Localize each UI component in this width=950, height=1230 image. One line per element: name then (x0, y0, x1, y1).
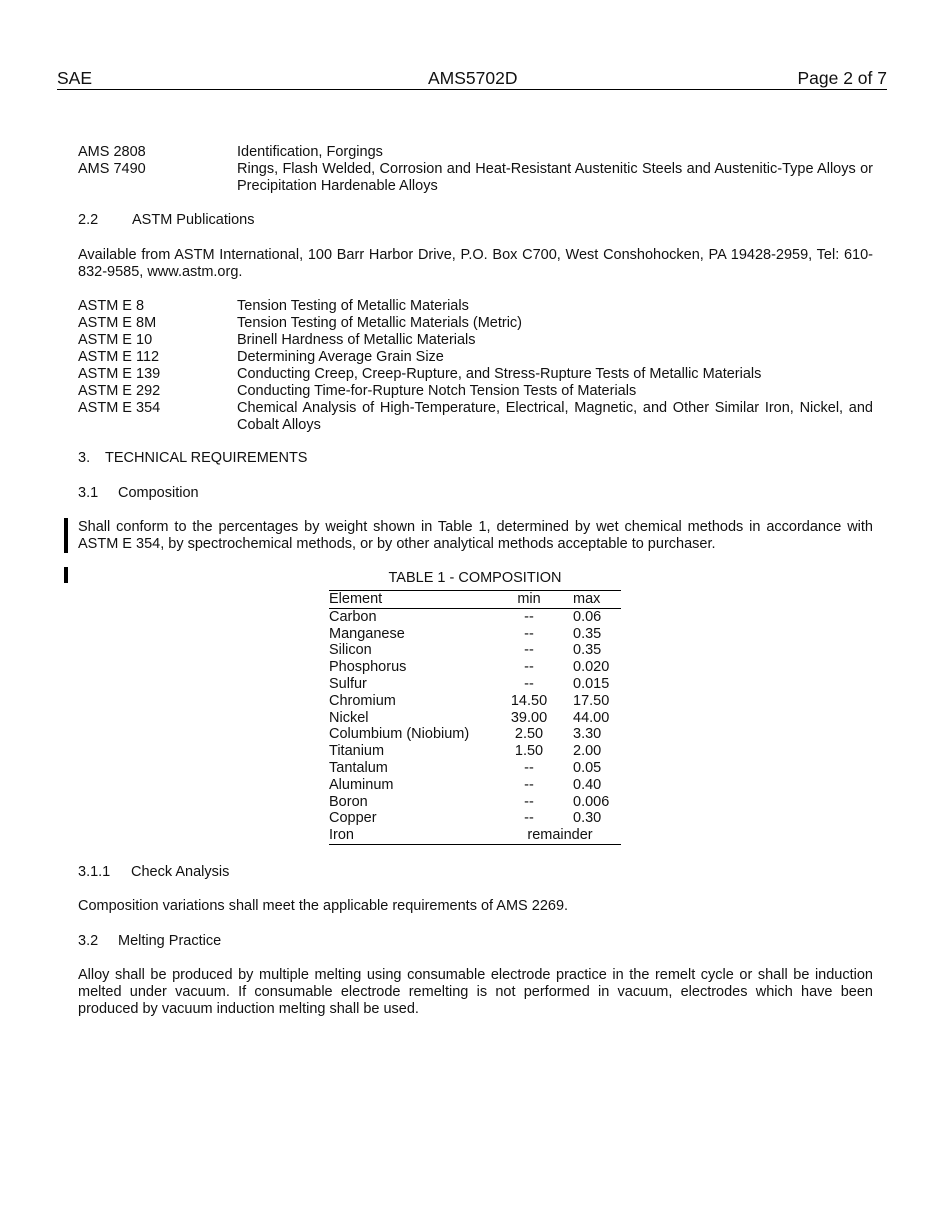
reference-title: Chemical Analysis of High-Temperature, Electrical, Magnetic, and Other Similar Iron, Nickel, and Cobalt Alloys (237, 400, 873, 433)
element-cell: Silicon (329, 642, 372, 659)
table-row (329, 693, 621, 710)
table-row (329, 827, 621, 844)
table-caption: TABLE 1 - COMPOSITION (388, 570, 562, 586)
reference-title: Conducting Time-for-Rupture Notch Tension Tests of Materials (237, 383, 637, 399)
header-page-number: Page 2 of 7 (797, 68, 887, 88)
section-2-2-heading (78, 212, 255, 229)
reference-title: Brinell Hardness of Metallic Materials (237, 332, 476, 348)
section-title: ASTM Publications (132, 212, 255, 228)
column-header-element: Element (329, 591, 499, 609)
min-cell: -- (524, 793, 534, 810)
table-row (329, 810, 621, 827)
element-cell: Boron (329, 793, 368, 810)
astm-availability-text: Available from ASTM International, 100 Barr Harbor Drive, P.O. Box C700, West Conshohocken, PA 19428-2959, Tel: 610-832-9585, www.astm.org. (78, 247, 873, 280)
reference-code: ASTM E 8M (78, 315, 157, 331)
ams-reference-list (78, 144, 873, 195)
min-cell: -- (524, 675, 534, 692)
min-cell: -- (524, 608, 534, 625)
reference-row (78, 161, 873, 195)
check-analysis-text: Composition variations shall meet the applicable requirements of AMS 2269. (78, 898, 569, 914)
table-row (329, 743, 621, 760)
max-cell: 0.020 (573, 659, 610, 676)
revision-change-bar (64, 567, 68, 583)
min-cell: -- (524, 776, 534, 793)
min-cell: -- (524, 642, 534, 659)
reference-row (78, 144, 873, 161)
reference-row (78, 332, 873, 349)
max-cell: 0.05 (573, 759, 602, 776)
section-3-2-heading (78, 933, 221, 950)
max-cell: 0.35 (573, 642, 602, 659)
reference-row (78, 366, 873, 383)
max-cell: 0.30 (573, 810, 602, 827)
min-cell: 1.50 (514, 743, 544, 760)
min-cell: 2.50 (514, 726, 544, 743)
table-row (329, 626, 621, 643)
section-number: 2.2 (78, 212, 99, 228)
header-doc-number: AMS5702D (428, 68, 518, 88)
remainder-cell: remainder (527, 827, 593, 844)
header-org: SAE (57, 68, 93, 88)
element-cell: Phosphorus (329, 659, 407, 676)
max-cell: 0.006 (573, 793, 610, 810)
max-cell: 0.06 (573, 608, 602, 625)
element-cell: Copper (329, 810, 377, 827)
section-number: 3.2 (78, 933, 99, 949)
reference-title: Determining Average Grain Size (237, 349, 444, 365)
element-cell: Tantalum (329, 759, 388, 776)
table-row (329, 710, 621, 727)
section-title: Composition (118, 485, 199, 501)
section-3-1-heading (78, 485, 199, 502)
element-cell: Nickel (329, 709, 369, 726)
melting-practice-text: Alloy shall be produced by multiple melting using consumable electrode practice in the remelt cycle or shall be induction melted under vacuum. If consumable electrode remelting is not performed in vacuum, electrodes which have been produced by vacuum induction melting shall be used. (78, 967, 873, 1017)
element-cell: Columbium (Niobium) (329, 726, 470, 743)
reference-row (78, 349, 873, 366)
reference-code: ASTM E 10 (78, 332, 153, 348)
reference-code: AMS 7490 (78, 161, 146, 177)
table-row (329, 676, 621, 693)
reference-code: ASTM E 354 (78, 400, 161, 416)
element-cell: Aluminum (329, 776, 394, 793)
section-number: 3.1.1 (78, 864, 111, 880)
table-row (329, 760, 621, 777)
reference-row (78, 315, 873, 332)
max-cell: 17.50 (573, 692, 610, 709)
min-cell: -- (524, 810, 534, 827)
section-title: TECHNICAL REQUIREMENTS (105, 450, 308, 466)
reference-code: AMS 2808 (78, 144, 146, 160)
max-cell: 0.015 (573, 675, 610, 692)
composition-table (329, 590, 621, 845)
reference-code: ASTM E 112 (78, 349, 160, 365)
min-cell: 14.50 (510, 692, 548, 709)
reference-code: ASTM E 292 (78, 383, 161, 399)
reference-title: Identification, Forgings (237, 144, 383, 160)
composition-text: Shall conform to the percentages by weight shown in Table 1, determined by wet chemical methods in accordance with ASTM E 354, by spectrochemical methods, or by other analytical methods acceptable to purchaser. (78, 519, 873, 552)
reference-code: ASTM E 8 (78, 298, 145, 314)
table-row (329, 659, 621, 676)
table-row (329, 777, 621, 794)
page-header (57, 68, 887, 90)
element-cell: Iron (329, 827, 354, 844)
max-cell: 3.30 (573, 726, 602, 743)
reference-title: Tension Testing of Metallic Materials (Metric) (237, 315, 522, 331)
column-header-max: max (559, 591, 621, 609)
element-cell: Titanium (329, 743, 385, 760)
reference-row (78, 298, 873, 315)
section-number: 3. (78, 450, 91, 466)
section-title: Check Analysis (131, 864, 230, 880)
element-cell: Chromium (329, 692, 396, 709)
section-3-heading (78, 450, 307, 467)
min-cell: -- (524, 659, 534, 676)
element-cell: Carbon (329, 608, 377, 625)
table-row (329, 608, 621, 625)
reference-code: ASTM E 139 (78, 366, 161, 382)
min-cell: -- (524, 625, 534, 642)
section-title: Melting Practice (118, 933, 222, 949)
reference-title: Rings, Flash Welded, Corrosion and Heat-Resistant Austenitic Steels and Austenitic-Type Alloys or Precipitation Hardenable Alloys (237, 161, 873, 194)
element-cell: Manganese (329, 625, 405, 642)
reference-title: Tension Testing of Metallic Materials (237, 298, 469, 314)
section-3-1-1-heading (78, 864, 229, 881)
reference-row (78, 383, 873, 400)
max-cell: 2.00 (573, 743, 602, 760)
max-cell: 0.40 (573, 776, 602, 793)
revision-change-bar (64, 518, 68, 553)
section-number: 3.1 (78, 485, 99, 501)
reference-row (78, 400, 873, 434)
table-row (329, 642, 621, 659)
max-cell: 0.35 (573, 625, 602, 642)
table-header-row (329, 591, 621, 609)
element-cell: Sulfur (329, 675, 367, 692)
astm-reference-list (78, 298, 873, 434)
min-cell: 39.00 (510, 709, 548, 726)
reference-title: Conducting Creep, Creep-Rupture, and Stress-Rupture Tests of Metallic Materials (237, 366, 762, 382)
column-header-min: min (499, 591, 559, 609)
table-row (329, 794, 621, 811)
min-cell: -- (524, 759, 534, 776)
max-cell: 44.00 (573, 709, 610, 726)
table-row (329, 726, 621, 743)
